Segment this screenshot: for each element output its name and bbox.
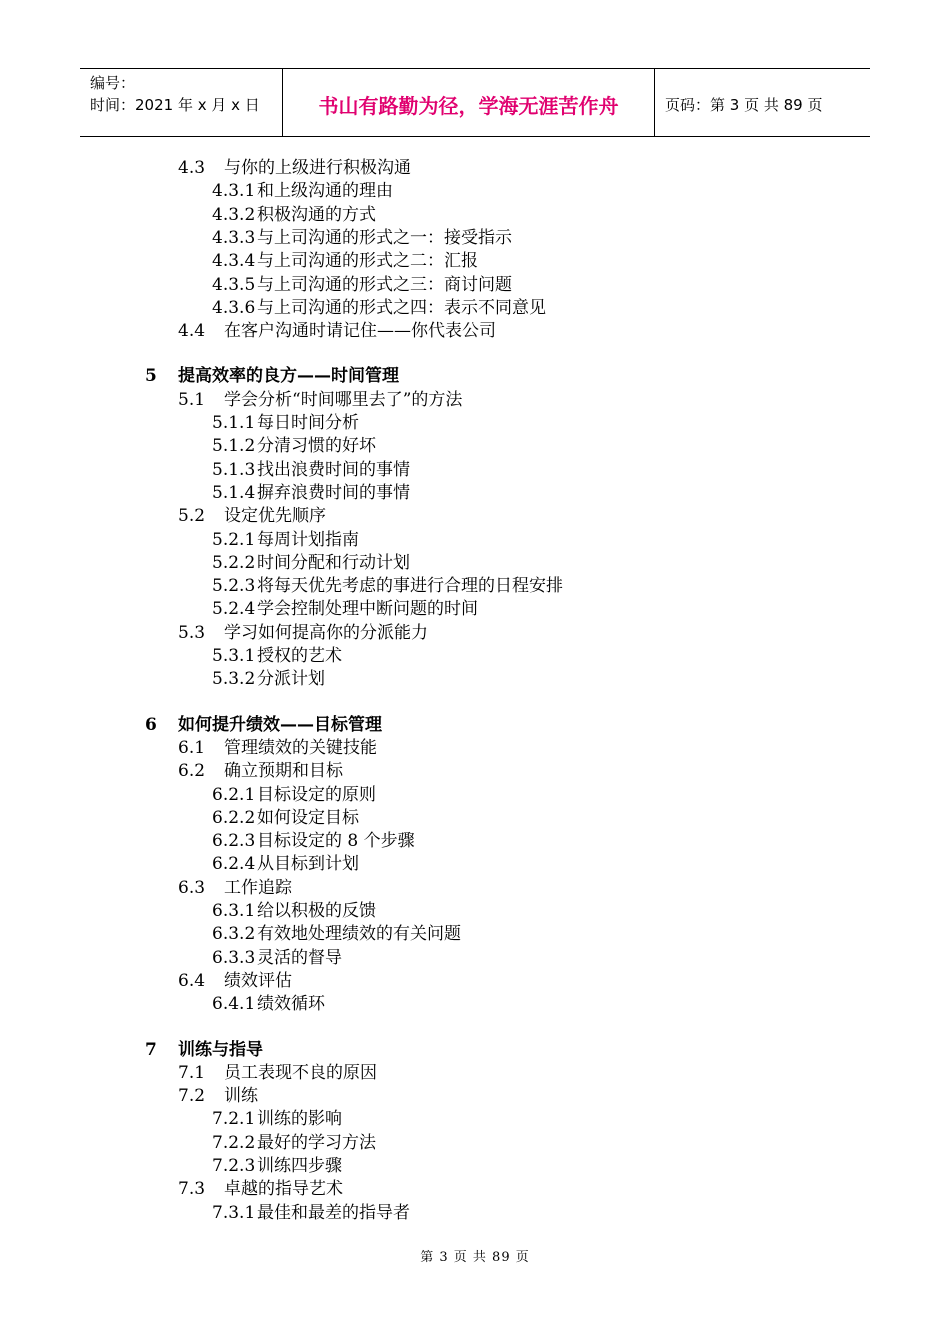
toc-title: 将每天优先考虑的事进行合理的日程安排 bbox=[257, 576, 563, 597]
toc-number: 6.1 bbox=[178, 737, 206, 758]
toc-number: 5.3.2 bbox=[212, 669, 256, 690]
page-footer: 第 3 页 共 89 页 bbox=[420, 1250, 530, 1265]
toc-number: 6.2.4 bbox=[212, 854, 256, 875]
toc-title: 设定优先顺序 bbox=[224, 506, 326, 527]
toc-number: 6.3.3 bbox=[212, 947, 256, 968]
toc-title: 学会分析“时间哪里去了”的方法 bbox=[224, 389, 463, 410]
toc-title: 找出浪费时间的事情 bbox=[257, 459, 410, 480]
toc-number: 5.1.2 bbox=[212, 436, 256, 457]
toc-title: 灵活的督导 bbox=[257, 947, 342, 968]
toc-title: 每周计划指南 bbox=[257, 529, 359, 550]
toc-title: 分派计划 bbox=[257, 669, 325, 690]
toc-title: 绩效循环 bbox=[257, 994, 325, 1015]
toc-title: 在客户沟通时请记住——你代表公司 bbox=[224, 321, 496, 342]
toc-title: 与上司沟通的形式之二：汇报 bbox=[257, 251, 478, 272]
toc-number: 4.3.4 bbox=[212, 251, 256, 272]
toc-title: 训练四步骤 bbox=[257, 1156, 342, 1176]
toc-title: 与上司沟通的形式之三：商讨问题 bbox=[257, 274, 512, 295]
toc-number: 7.2.1 bbox=[212, 1109, 256, 1130]
document-time-label: 时间：2021 年 x 月 x 日 bbox=[90, 96, 260, 114]
toc-number: 6.2.2 bbox=[212, 807, 256, 828]
toc-title: 目标设定的 8 个步骤 bbox=[257, 831, 415, 852]
toc-number: 4.3.3 bbox=[212, 227, 256, 248]
toc-number: 5.3 bbox=[178, 622, 206, 643]
toc-number: 4.3.5 bbox=[212, 274, 256, 295]
toc-number: 7.3.1 bbox=[212, 1202, 256, 1223]
toc-number: 6.3.2 bbox=[212, 924, 256, 945]
toc-title: 与上司沟通的形式之四：表示不同意见 bbox=[257, 297, 546, 318]
toc-number: 5.1.3 bbox=[212, 459, 256, 480]
toc-title: 如何提升绩效——目标管理 bbox=[178, 714, 382, 735]
header-page-label: 页码：第 3 页 共 89 页 bbox=[665, 96, 823, 114]
toc-title: 管理绩效的关键技能 bbox=[224, 737, 377, 758]
toc-title: 与上司沟通的形式之一：接受指示 bbox=[257, 227, 512, 248]
toc-number: 5.1 bbox=[178, 389, 206, 410]
toc-title: 学会控制处理中断问题的时间 bbox=[257, 599, 478, 620]
toc-title: 如何设定目标 bbox=[257, 807, 359, 828]
toc-number: 4.3.6 bbox=[212, 297, 256, 318]
toc-number: 5.2.4 bbox=[212, 599, 256, 620]
toc-number: 5.2 bbox=[178, 506, 206, 527]
toc-title: 从目标到计划 bbox=[257, 854, 359, 875]
toc-title: 每日时间分析 bbox=[257, 413, 359, 433]
toc-number: 7 bbox=[145, 1039, 157, 1060]
toc-number: 5.2.3 bbox=[212, 576, 256, 597]
toc-title: 最好的学习方法 bbox=[257, 1132, 376, 1153]
toc-title: 最佳和最差的指导者 bbox=[257, 1202, 410, 1223]
toc-title: 训练 bbox=[224, 1086, 258, 1107]
toc-title: 授权的艺术 bbox=[257, 646, 342, 666]
toc-number: 7.2 bbox=[178, 1086, 206, 1107]
toc-number: 5 bbox=[145, 366, 157, 387]
toc-title: 员工表现不良的原因 bbox=[224, 1062, 377, 1083]
toc-title: 学习如何提高你的分派能力 bbox=[224, 622, 428, 643]
toc-title: 与你的上级进行积极沟通 bbox=[224, 158, 411, 178]
toc-title: 绩效评估 bbox=[224, 970, 292, 991]
toc-title: 目标设定的原则 bbox=[257, 784, 376, 805]
toc-title: 提高效率的良方——时间管理 bbox=[178, 366, 399, 387]
header-motto: 书山有路勤为径，学海无涯苦作舟 bbox=[282, 69, 655, 136]
toc-number: 7.2.3 bbox=[212, 1156, 256, 1176]
toc-number: 6.3.1 bbox=[212, 901, 256, 921]
toc-number: 4.3.2 bbox=[212, 204, 256, 225]
toc-number: 4.3 bbox=[178, 158, 206, 178]
toc-number: 7.3 bbox=[178, 1179, 206, 1200]
toc-title: 确立预期和目标 bbox=[224, 761, 343, 782]
toc-title: 和上级沟通的理由 bbox=[257, 181, 393, 202]
toc-number: 6.3 bbox=[178, 877, 206, 898]
toc-number: 5.2.2 bbox=[212, 552, 256, 573]
toc-number: 4.4 bbox=[178, 321, 206, 342]
toc-title: 积极沟通的方式 bbox=[257, 204, 376, 225]
toc-title: 工作追踪 bbox=[224, 877, 292, 898]
toc-title: 分清习惯的好坏 bbox=[257, 436, 376, 457]
toc-number: 4.3.1 bbox=[212, 181, 256, 202]
toc-number: 6.2.3 bbox=[212, 831, 256, 852]
header-meta bbox=[80, 69, 282, 136]
toc-number: 6.4 bbox=[178, 970, 206, 991]
toc-number: 6.2.1 bbox=[212, 784, 256, 805]
toc-title: 训练的影响 bbox=[257, 1109, 342, 1130]
toc-number: 6.4.1 bbox=[212, 994, 256, 1015]
toc-number: 6.2 bbox=[178, 761, 206, 782]
toc-number: 7.1 bbox=[178, 1062, 206, 1083]
toc-number: 5.2.1 bbox=[212, 529, 256, 550]
toc-title: 训练与指导 bbox=[178, 1039, 263, 1060]
toc-number: 6 bbox=[145, 714, 157, 735]
document-number-label: 编号： bbox=[90, 74, 136, 92]
toc-number: 5.1.4 bbox=[212, 482, 256, 503]
toc-title: 摒弃浪费时间的事情 bbox=[257, 482, 410, 503]
toc-title: 有效地处理绩效的有关问题 bbox=[257, 924, 461, 945]
toc-number: 5.3.1 bbox=[212, 646, 256, 666]
toc-number: 5.1.1 bbox=[212, 413, 256, 433]
page-header bbox=[80, 68, 870, 137]
toc-title: 卓越的指导艺术 bbox=[224, 1179, 343, 1200]
toc-title: 给以积极的反馈 bbox=[257, 901, 376, 921]
toc-title: 时间分配和行动计划 bbox=[257, 552, 410, 573]
toc-number: 7.2.2 bbox=[212, 1132, 256, 1153]
